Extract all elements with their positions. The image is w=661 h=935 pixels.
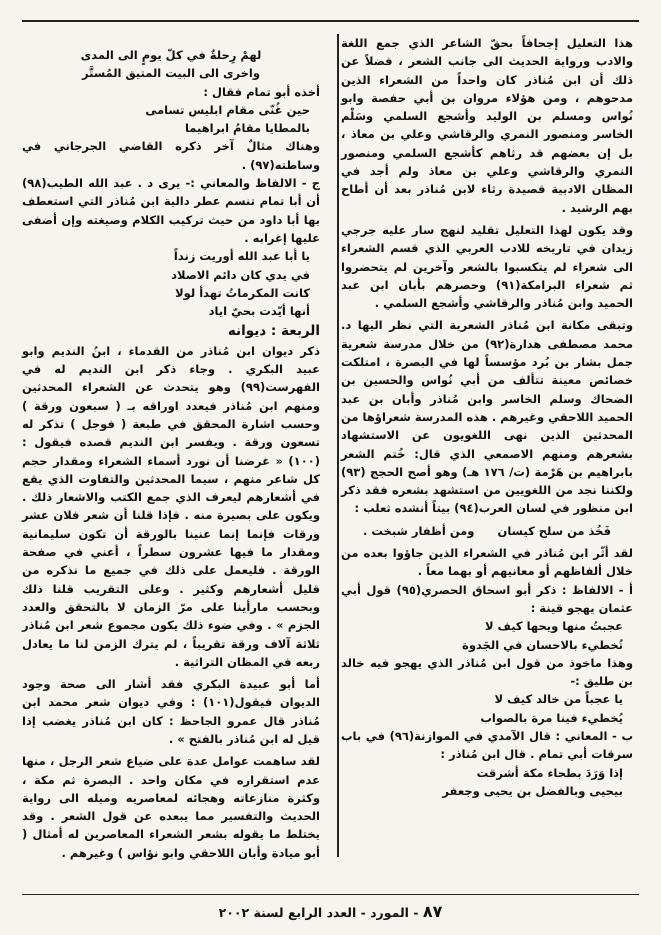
hemistich: واخرى الى البيت المتيق المُستَّر	[81, 66, 261, 81]
hemistich: أنها أيّدت بحيّ اياد	[208, 304, 310, 319]
hemistich: كانت المكرماتُ تهدأ لولا	[175, 285, 310, 300]
paragraph: وهناك مثالٌ آخر ذكره القاضي الجرجاني في وساطته(٩٧) .	[22, 139, 320, 172]
paragraph: وهذا ماخوذ من قول ابن مُناذر الذي يهجو فيه خالد بن طليق :-	[341, 655, 633, 689]
left-column	[22, 46, 320, 862]
verse-hemistich	[22, 247, 320, 265]
column-divider	[337, 34, 339, 857]
page-footer	[0, 902, 661, 921]
journal-issue: المورد - العدد الرابع لسنة ٢٠٠٢	[218, 905, 409, 920]
hemistich: إذا وَرَدَ بطحاء مكة أشرقت	[476, 765, 623, 780]
paragraph: هذا التعليل إجحافاً بحقّ الشاعر الذي جمع اللغة والادب ورواية الحديث الى جانب الشعر ، فضلاً عن ذلك أن ابن مُناذر كان واحداً من الشعراء الذين مدحوهم ، ومن هؤلاء مروان بن أبي حفصة وابو نُواس ومسلم بن الوليد وأشجع السلمي وسَلْم الخاسر ومنصور النمري والرقاشي وعلي بن معاذ ، بل إن بعضهم قد رثاهم كأشجع السلمي ومنصور النمري والرقاشي وعلي بن معاذ ولم أجد في المظان الادبية قصيدة رثاء لابن مُناذر بعد أن أطاح بهم الرشيد .	[341, 36, 633, 215]
section-heading: الربعة : ديوانه	[227, 323, 320, 340]
verse-hemistich	[22, 302, 320, 320]
top-rule	[22, 20, 639, 22]
hemistich: يا عجباً من خالد كيف لا	[494, 692, 623, 707]
hemistich: تُخطيء بالاحسان في الجَدوة	[462, 637, 623, 652]
paragraph: أخذه أبو تمام فقال :	[203, 84, 320, 99]
paragraph: لقد أثّر ابن مُناذر في الشعراء الذين جاؤوا بعده من خلال ألفاظهم أو معانيهم أو بهما معاً .	[341, 546, 633, 579]
paragraph: ب - المعاني : قال الآمدي في الموازنة(٩٦) في باب سرقات أبي تمام . قال ابن مُناذر :	[341, 728, 633, 762]
verse-hemistich-2	[341, 782, 633, 800]
verse-hemistich-2	[22, 119, 320, 137]
hemistich: عجبتُ منها ويحها كيف لا	[484, 619, 623, 634]
verse-hemistich-2	[22, 64, 320, 82]
hemistich: بالمطايا مقامُ ابراهيما	[184, 121, 310, 136]
hemistich: في يدي كان دائم الاصلاد	[171, 267, 310, 282]
hemistich: بيحيى وبالفضل بن يحيى وجعفر	[442, 783, 623, 798]
hemistich: يا أبا عبد الله أوريت زنداً	[173, 249, 310, 264]
verse-hemistich	[22, 266, 320, 284]
verse-hemistich-1	[22, 46, 320, 64]
paragraph: ج - الالفاظ والمعاني :- يرى د . عبد الله الطيب(٩٨) أن أبا تمام تنسم عطر دالية ابن مُناذر التي استعطف بها أبا داود من حيث تركيب الكلام وصيغته وإن أضفى عليها إغرابه .	[22, 176, 320, 245]
hemistich: حين غُنّى مقام ابليس تسامى	[145, 102, 310, 117]
verse-hemistich-1	[22, 101, 320, 119]
footer-dash: -	[408, 905, 419, 920]
hemistich: لهمْ رِحلةٌ في كلّ يومٍ الى المدى	[80, 48, 262, 62]
verse-hemistich	[22, 284, 320, 302]
hemistich: فَخُذ من سلح كيسان	[497, 523, 611, 538]
paragraph: ذكر ديوان ابن مُناذر من القدماء ، ابنُ النديم وابو عبيد البكري . وجاء ذكر ابن النديم له في الفهرست(٩٩) وهو يتحدث عن الشعراء المحدثين ومنهم ابن مُناذر فيعدد اوراقه بـ ( سبعون ورقة ) وحسب اشارة المحقق في طبعة ( فوجل ) تذكر له تسعون ورقة . ويفسر ابن النديم قصده فيقول : (١٠٠) « غرضنا أن نورد أسماء الشعراء ومقدار حجم كل شاعر منهم ، سيما المحدثين والتفاوت الذي يقع في أشعارهم ليعرف الذي جمع الكتب والاشعار ذلك . ويكون على بصيرة منه . فإذا قلنا أن شعر فلان عشر ورقات فإنما إنما عنينا بالورقة أن تكون سليمانية ومقدار ما فيها عشرون سطراً ، أعني في صفحة الورقة . فليعمل على ذلك في جميع ما نذكره من قليل أشعارهم وكثير . وعلى التقريب قلنا ذلك وبحسب مارأينا على مرّ الزمان لا بالتحقق والعدد الجزم » . وفي ضوء ذلك يكون مجموع شعر ابن مُناذر ثلاثة آلاف ورقة تقريباً ، لم يترك الزمن لنا ما يعادل ربعه في المظان التراثية .	[22, 343, 320, 669]
paragraph: وتبقى مكانة ابن مُناذر الشعرية التي نظر اليها د. محمد مصطفى هدارة(٩٢) من خلال مدرسة شعرية جمل بشار بن بُرد مؤسساً لها في البصرة ، امتلكت خصائص معينة تتألف من أبي نُواس والحسين بن الضحاك وسلم الخاسر وابن مُناذر وأبان بن عبد الحميد اللاحقي وغيرهم . هذه المدرسة شعراؤها من المحدثين الذين نهى اللغويون عن الاستشهاد بشعرهم ومنهم الاصمعي الذي قال: خُتم الشعر بابراهيم بن هَرْمة (ت/ ١٧٦ هـ) وهو أصح الحجج (٩٣) ولكننا نجد من اللغويين من استشهد بشعره فقد ذكر ابن منظور في لسان العرب(٩٤) بيتاً أنشده ثعلب :	[341, 318, 633, 516]
paragraph: أ - الالفاظ : ذكر أبو اسحاق الحصري(٩٥) قول أبي عثمان يهجو قينة :	[341, 582, 633, 615]
paragraph: لقد ساهمت عوامل عدة على ضياع شعر الرجل ، منها عدم استقراره في مكان واحد . البصرة ثم مكة ، وكثرة منازعاته وهجائه لمعاصريه وميله الى رواية الحديث والتفسير مما يبعده عن قول الشعر . وقد يختلط ما يقوله بشعر الشعراء المعاصرين له أمثال ( أبو ميادة وأبان اللاحقي وابو نؤاس ) وغيرهم .	[22, 754, 320, 860]
footer-rule	[22, 894, 639, 895]
verse-hemistich-2	[341, 709, 633, 727]
page-number: ٨٧	[422, 902, 443, 921]
paragraph: أما أبو عبيدة البكري فقد أشار الى صحة وجود الديوان فيقول(١٠١) : وفي ديوان شعر محمد ابن مُناذر قال عمرو الجاحظ : كان ابن مُناذر يغضب إذا قيل له ابن مُناذر بالفتح » .	[22, 677, 321, 746]
hemistich: ومن أظفار شبخت .	[363, 523, 475, 538]
right-column	[341, 34, 633, 800]
verse-hemistich-1	[341, 764, 633, 782]
verse-hemistich-1	[341, 617, 633, 635]
verse	[341, 522, 633, 540]
paragraph: وقد يكون لهذا التعليل تقليد لنهج سار عليه جرجي زيدان في تاريخه للادب العربي الذي قسم الشعراء الى شعراء لم يتكسبوا بالشعر وآخرين لم يتحضروا ثم شعراء البرامكة(٩١) وحصرهم بأبان ابن عبد الحميد وابن مُناذر والرقاشي وأشجع السلمي .	[341, 222, 633, 311]
verse-hemistich-2	[341, 636, 633, 654]
verse-hemistich-1	[341, 690, 633, 708]
hemistich: يُخطيء فينا مرة بالصواب	[480, 710, 623, 725]
